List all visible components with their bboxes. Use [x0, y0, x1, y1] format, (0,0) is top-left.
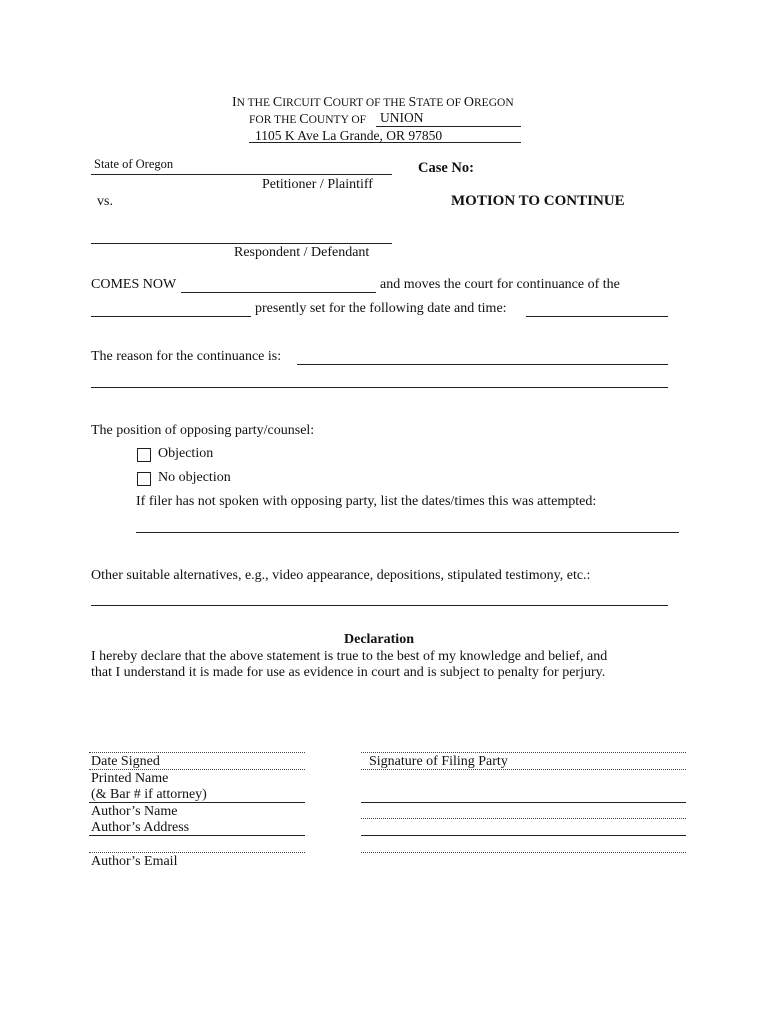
comes-now-field[interactable]: [181, 292, 376, 293]
address-underline: [249, 142, 521, 143]
moves-court-text: and moves the court for continuance of the: [380, 277, 620, 292]
authors-address-label: Author’s Address: [91, 820, 190, 835]
petitioner-line: [91, 174, 392, 175]
no-objection-label: No objection: [158, 470, 231, 485]
objection-checkbox[interactable]: [137, 448, 151, 462]
vs-label: vs.: [97, 194, 113, 209]
reason-label: The reason for the continuance is:: [91, 349, 282, 364]
county-line: FOR THE COUNTY OF: [249, 112, 367, 127]
not-spoken-text: If filer has not spoken with opposing party, list the dates/times this was attempted:: [136, 494, 597, 509]
alternatives-label: Other suitable alternatives, e.g., video appearance, depositions, stipulated testimony, etc.:: [91, 568, 591, 583]
bar-number-label: (& Bar # if attorney): [91, 787, 207, 802]
printed-name-field[interactable]: [89, 769, 305, 770]
signature-line-4[interactable]: [361, 818, 686, 819]
position-label: The position of opposing party/counsel:: [91, 423, 315, 438]
signature-field[interactable]: [361, 752, 686, 753]
printed-name-label: Printed Name: [91, 771, 169, 786]
authors-name-field[interactable]: [89, 802, 305, 803]
county-value[interactable]: UNION: [380, 110, 424, 125]
signature-line-2[interactable]: [361, 769, 686, 770]
document-title: MOTION TO CONTINUE: [451, 193, 625, 209]
attempts-field[interactable]: [136, 532, 679, 533]
petitioner-value[interactable]: State of Oregon: [94, 157, 174, 171]
declaration-heading: Declaration: [344, 632, 414, 647]
declaration-line-2: that I understand it is made for use as evidence in court and is subject to penalty for perjury.: [91, 665, 606, 680]
presently-set-text: presently set for the following date and time:: [255, 301, 507, 316]
case-no-label: Case No:: [418, 160, 474, 176]
reason-field-1[interactable]: [297, 364, 668, 365]
objection-label: Objection: [158, 446, 214, 461]
court-heading: IN THE CIRCUIT COURT OF THE STATE OF OREGON: [232, 95, 514, 110]
signature-line-6[interactable]: [361, 852, 686, 853]
no-objection-checkbox[interactable]: [137, 472, 151, 486]
date-time-field[interactable]: [526, 316, 668, 317]
respondent-label: Respondent / Defendant: [234, 245, 370, 260]
authors-email-label: Author’s Email: [91, 854, 178, 869]
signature-label: Signature of Filing Party: [369, 754, 508, 769]
alternatives-field[interactable]: [91, 605, 668, 606]
date-signed-label: Date Signed: [91, 754, 160, 769]
county-underline: [376, 126, 521, 127]
court-address: 1105 K Ave La Grande, OR 97850: [255, 128, 443, 143]
declaration-line-1: I hereby declare that the above statement is true to the best of my knowledge and belief, and: [91, 649, 608, 664]
date-signed-field[interactable]: [89, 752, 305, 753]
comes-now-label: COMES NOW: [91, 277, 177, 292]
signature-line-5[interactable]: [361, 835, 686, 836]
signature-line-3[interactable]: [361, 802, 686, 803]
petitioner-label: Petitioner / Plaintiff: [262, 177, 373, 192]
reason-field-2[interactable]: [91, 387, 668, 388]
respondent-line[interactable]: [91, 243, 392, 244]
continuance-of-field[interactable]: [91, 316, 251, 317]
authors-email-field[interactable]: [89, 852, 305, 853]
authors-name-label: Author’s Name: [91, 804, 178, 819]
